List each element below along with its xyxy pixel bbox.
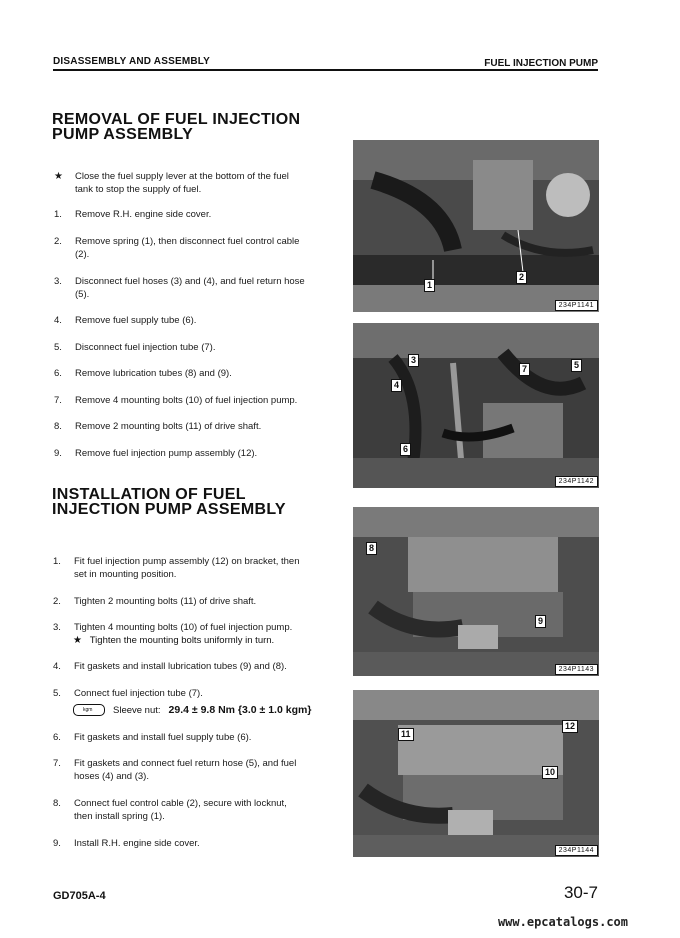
callout-tag: 2: [516, 271, 527, 284]
photo-code: 234P1142: [555, 476, 598, 487]
tighten-note: ★ Tighten the mounting bolts uniformly in turn.: [73, 635, 275, 646]
callout-tag: 12: [562, 720, 578, 733]
section-header: DISASSEMBLY AND ASSEMBLY: [53, 56, 211, 67]
installation-title-line2: INJECTION PUMP ASSEMBLY: [52, 501, 286, 518]
callout-tag: 7: [519, 363, 530, 376]
torque-wrench-icon: [73, 704, 105, 716]
photo-installation-mounting-bolts: [353, 690, 599, 857]
callout-tag: 6: [400, 443, 411, 456]
callout-tag: 1: [424, 279, 435, 292]
header-rule: [53, 69, 598, 71]
callout-tag: 10: [542, 766, 558, 779]
topic-header: FUEL INJECTION PUMP: [484, 58, 598, 69]
callout-tag: 3: [408, 354, 419, 367]
photo-installation-pump-bracket: [353, 507, 599, 676]
photo-removal-spring-cable: [353, 140, 599, 312]
callout-tag: 4: [391, 379, 402, 392]
torque-spec: kgm Sleeve nut: 29.4 ± 9.8 Nm {3.0 ± 1.0 kgm}: [73, 704, 311, 716]
removal-title-line1: REMOVAL OF FUEL INJECTION: [52, 111, 301, 128]
model-number: GD705A-4: [53, 890, 106, 902]
photo-code: 234P1143: [555, 664, 598, 675]
callout-tag: 9: [535, 615, 546, 628]
callout-tag: 8: [366, 542, 377, 555]
watermark-link[interactable]: www.epcatalogs.com: [497, 915, 628, 929]
photo-code: 234P1144: [555, 845, 598, 856]
photo-code: 234P1141: [555, 300, 598, 311]
page-number: 30-7: [563, 883, 598, 902]
callout-tag: 11: [398, 728, 414, 741]
wrench-label: kgm: [83, 707, 93, 713]
photo-removal-hoses-tubes: [353, 323, 599, 488]
installation-title-line1: INSTALLATION OF FUEL: [52, 486, 246, 503]
callout-tag: 5: [571, 359, 582, 372]
removal-title-line2: PUMP ASSEMBLY: [52, 126, 194, 143]
